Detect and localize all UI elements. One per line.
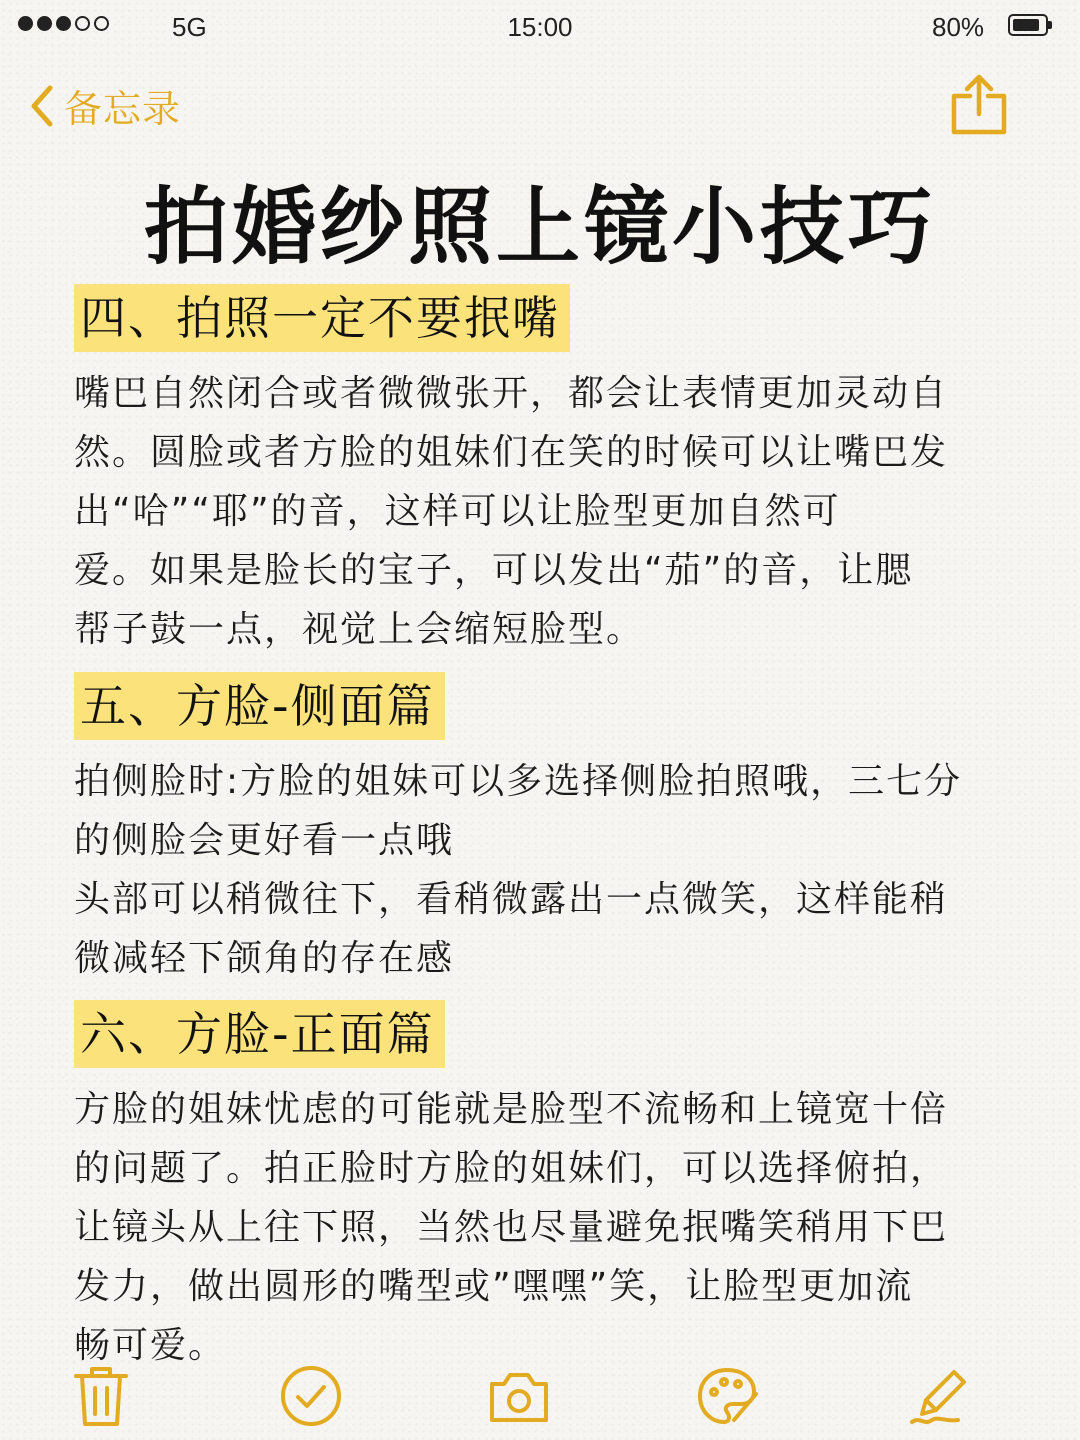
battery-terminal: [1048, 21, 1052, 29]
text-line: 拍侧脸时:方脸的姐妹可以多选择侧脸拍照哦，三七分: [74, 761, 963, 802]
text-line: 头部可以稍微往下，看稍微露出一点微笑，这样能稍: [74, 879, 949, 920]
text-line: 让镜头从上往下照，当然也尽量避免抿嘴笑稍用下巴: [74, 1207, 949, 1248]
battery-percentage: 80%: [932, 12, 985, 42]
markup-icon[interactable]: [694, 1362, 760, 1430]
text-line: 然。圆脸或者方脸的姐妹们在笑的时候可以让嘴巴发: [74, 432, 949, 473]
note-title: 拍婚纱照上镜小技巧: [143, 178, 936, 276]
compose-icon[interactable]: [906, 1362, 972, 1430]
share-icon[interactable]: [948, 72, 1010, 138]
camera-icon[interactable]: [486, 1362, 552, 1430]
text-line: 的问题了。拍正脸时方脸的姐妹们，可以选择俯拍，: [74, 1148, 949, 1189]
section-body: [74, 1080, 1034, 1375]
text-line: 帮子鼓一点，视觉上会缩短脸型。: [74, 609, 645, 650]
text-line: 发力，做出圆形的嘴型或”嘿嘿”笑，让脸型更加流: [74, 1266, 914, 1307]
status-time: 15:00: [507, 12, 573, 42]
section-body: [74, 364, 1034, 659]
text-line: 嘴巴自然闭合或者微微张开，都会让表情更加灵动自: [74, 373, 949, 414]
checklist-icon[interactable]: [278, 1362, 344, 1430]
battery-fill: [1013, 19, 1039, 31]
back-button[interactable]: [28, 78, 181, 133]
network-type: 5G: [172, 12, 207, 42]
text-line: 的侧脸会更好看一点哦: [74, 820, 455, 861]
chevron-left-icon: [28, 83, 56, 129]
section-heading: 五、方脸-侧面篇: [74, 672, 445, 740]
text-line: 方脸的姐妹忧虑的可能就是脸型不流畅和上镜宽十倍: [74, 1089, 949, 1130]
text-line: 爱。如果是脸长的宝子，可以发出“茄”的音，让腮: [74, 550, 914, 591]
section-body: [74, 752, 1034, 988]
battery-icon: [1008, 14, 1048, 36]
text-line: 出“哈”“耶”的音，这样可以让脸型更加自然可: [74, 491, 841, 532]
section-heading: 四、拍照一定不要抿嘴: [74, 284, 570, 352]
status-bar: [0, 0, 1080, 56]
back-label: 备忘录: [64, 87, 182, 131]
section-heading: 六、方脸-正面篇: [74, 1000, 445, 1068]
text-line: 畅可爱。: [74, 1325, 227, 1366]
trash-icon[interactable]: [68, 1362, 134, 1430]
bottom-toolbar: [0, 1362, 1080, 1436]
text-line: 微减轻下颌角的存在感: [74, 938, 455, 979]
